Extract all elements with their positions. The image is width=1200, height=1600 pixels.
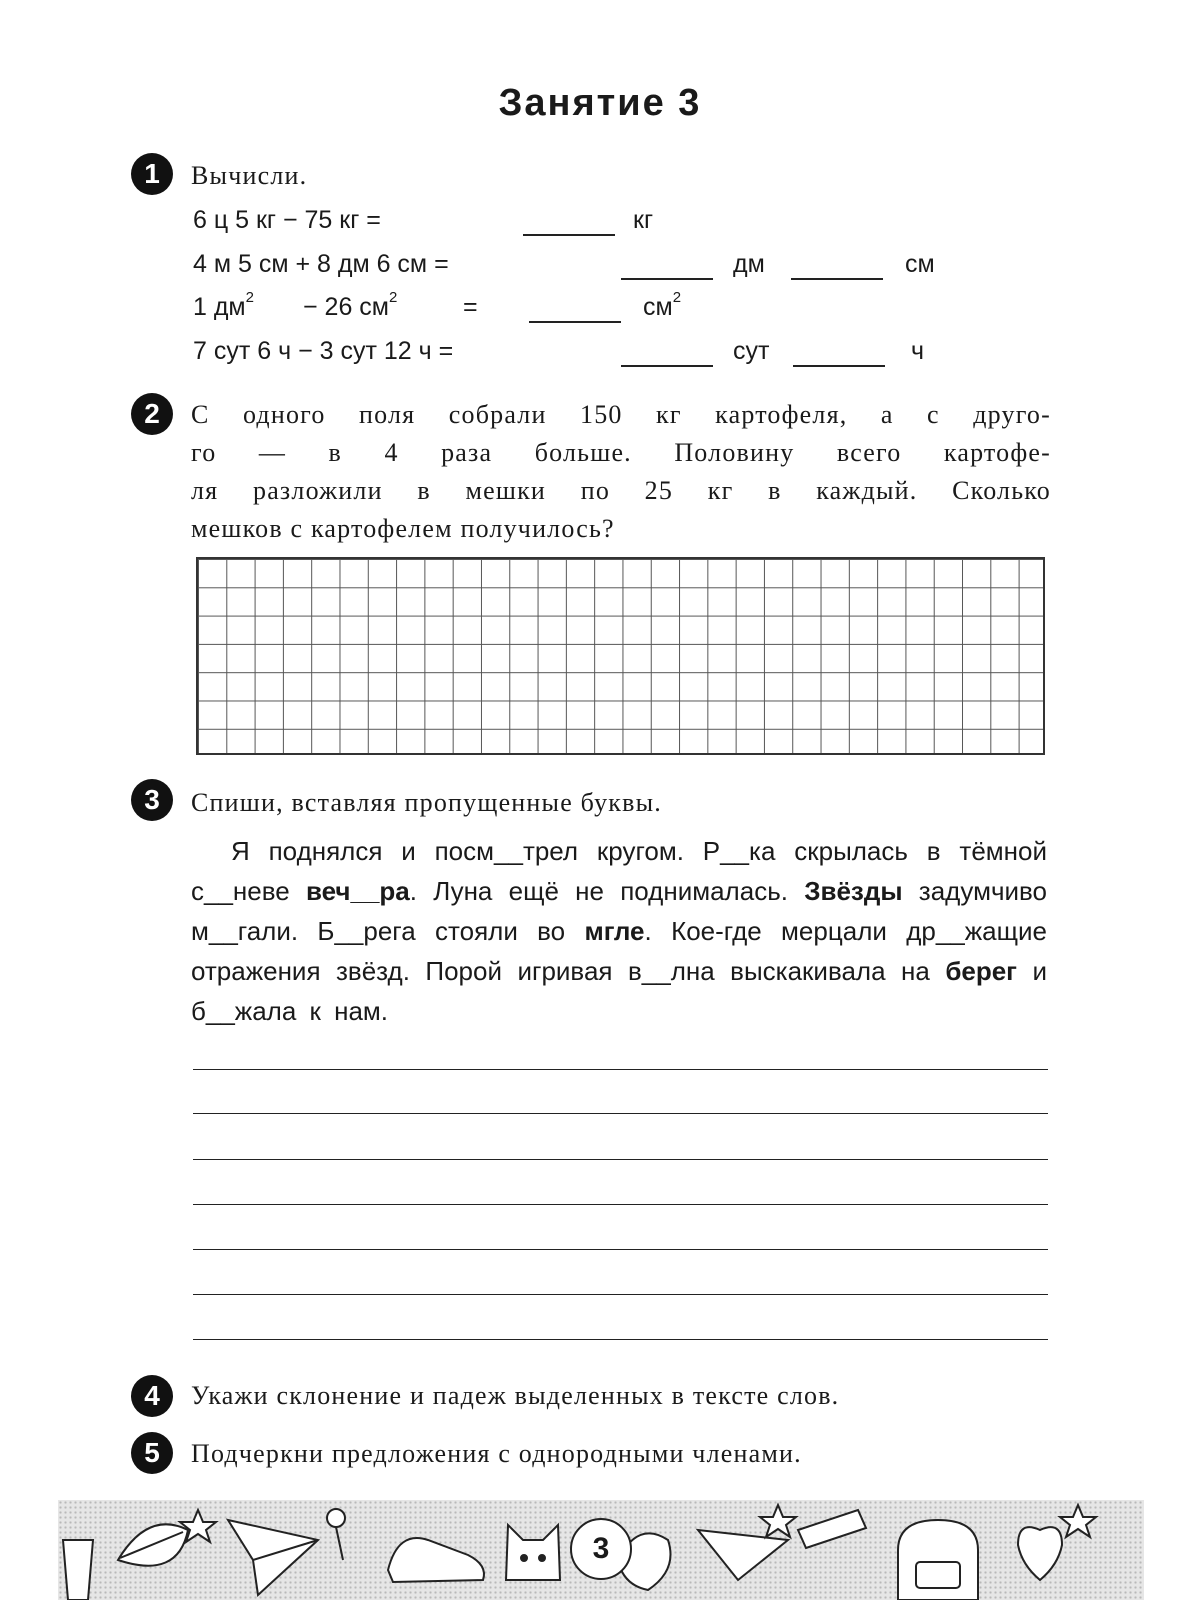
- task-2-line-4: мешков с картофелем получилось?: [191, 514, 615, 543]
- cat-icon: [506, 1525, 560, 1580]
- answer-blank[interactable]: [791, 250, 883, 287]
- task-2-line-2: го — в 4 раза больше. Половину всего картофе-: [191, 438, 1051, 467]
- unit-label: сут: [733, 337, 770, 365]
- pushpin-icon: [327, 1509, 345, 1527]
- paper-plane-icon: [698, 1530, 788, 1580]
- answer-blank[interactable]: [793, 337, 885, 374]
- sneaker-icon: [388, 1538, 484, 1582]
- task-2-line-1: С одного поля собрали 150 кг картофеля, а с друго-: [191, 400, 1051, 429]
- dictation-text: Я поднялся и посм__трел кругом. Р__ка скрылась в тёмной с__неве веч__ра. Луна ещё не поднималась. Звёзды задумчиво м__гали. Б__рега стояли во мгле. Кое-где мерцали др__жащие отражения звёзд. Порой игривая в__лна выскакивала на берег и б__жала к нам.: [191, 836, 1048, 1026]
- pencil-icon: [798, 1510, 866, 1548]
- page-number: 3: [570, 1518, 632, 1580]
- task-4-number: 4: [131, 1375, 173, 1417]
- paper-plane-icon: [228, 1520, 318, 1595]
- equation-3-equals: =: [463, 293, 478, 321]
- answer-grid[interactable]: [196, 557, 1045, 755]
- star-icon: [760, 1505, 796, 1537]
- bold-word: Звёзды: [804, 876, 903, 906]
- unit-label: ч: [911, 337, 925, 365]
- unit-label: дм: [733, 250, 765, 278]
- task-5-prompt: Подчеркни предложения с однородными членами.: [191, 1439, 802, 1468]
- task-2-text: [191, 396, 1051, 548]
- writing-line[interactable]: [193, 1294, 1048, 1295]
- answer-blank[interactable]: [523, 206, 615, 243]
- task-2-number: 2: [131, 393, 173, 435]
- equation-2-expr: 4 м 5 см + 8 дм 6 см =: [193, 250, 449, 278]
- unit-label: см: [905, 250, 935, 278]
- writing-line[interactable]: [193, 1204, 1048, 1205]
- cup-icon: [63, 1540, 93, 1600]
- bold-word: веч__ра: [305, 876, 410, 906]
- unit-label: $см^2$: [643, 289, 682, 321]
- writing-line[interactable]: [193, 1069, 1048, 1070]
- answer-blank[interactable]: [529, 293, 621, 330]
- unit-label: кг: [633, 206, 654, 234]
- task-3-number: 3: [131, 779, 173, 821]
- task-2-line-3: ля разложили в мешки по 25 кг в каждый. Сколько: [191, 476, 1051, 505]
- writing-line[interactable]: [193, 1159, 1048, 1160]
- writing-line[interactable]: [193, 1339, 1048, 1340]
- page-title: Занятие 3: [498, 82, 702, 124]
- star-icon: [1060, 1505, 1096, 1537]
- equation-3-part-b: − 26 $см^2$: [303, 289, 398, 321]
- equation-4-expr: 7 сут 6 ч − 3 сут 12 ч =: [193, 337, 454, 365]
- equation-1-expr: 6 ц 5 кг − 75 кг =: [193, 206, 381, 234]
- bold-word: берег: [945, 956, 1018, 986]
- writing-line[interactable]: [193, 1249, 1048, 1250]
- task-3-prompt: Спиши, вставляя пропущенные буквы.: [191, 788, 662, 817]
- task-5-number: 5: [131, 1432, 173, 1474]
- task-4-prompt: Укажи склонение и падеж выделенных в тексте слов.: [191, 1381, 840, 1410]
- equation-3-part-a: 1 $дм^2$: [193, 289, 254, 321]
- heart-icon: [1018, 1527, 1062, 1580]
- task-1-prompt: Вычисли.: [191, 161, 308, 190]
- task-1-number: 1: [131, 153, 173, 195]
- answer-blank[interactable]: [621, 250, 713, 287]
- bold-word: мгле: [584, 916, 645, 946]
- answer-blank[interactable]: [621, 337, 713, 374]
- writing-line[interactable]: [193, 1113, 1048, 1114]
